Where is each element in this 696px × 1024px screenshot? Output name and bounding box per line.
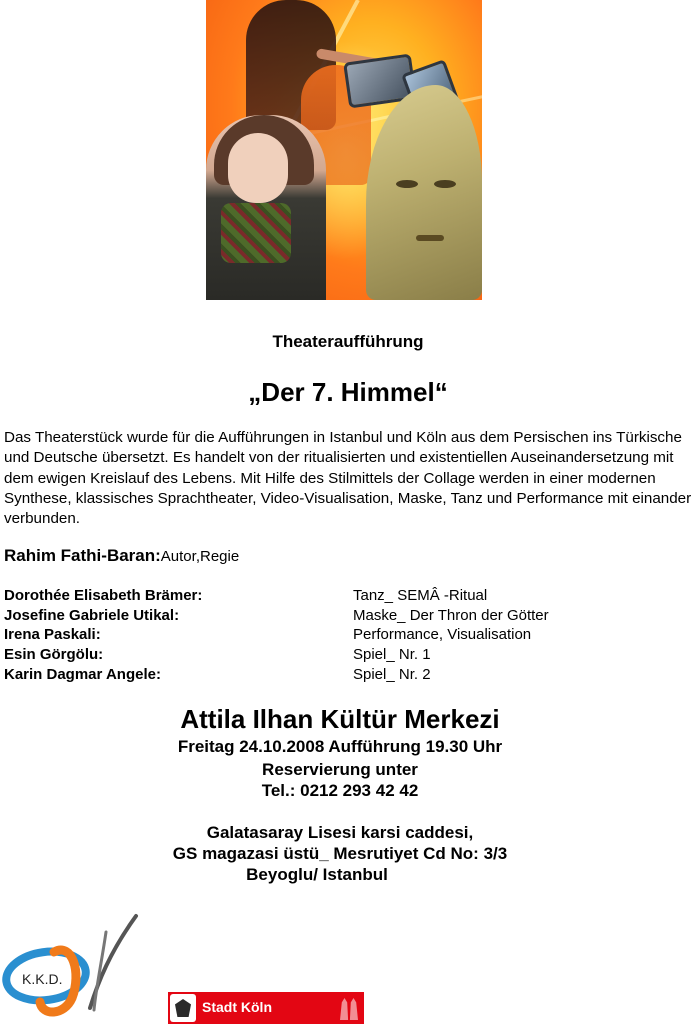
venue-address-line1: Galatasaray Lisesi karsi caddesi, [206, 823, 474, 842]
author-name: Rahim Fathi-Baran: [4, 546, 161, 565]
author-line [4, 546, 239, 566]
reservation-label: Reservierung unter [262, 760, 418, 779]
cast-row [4, 626, 694, 646]
cast-row [4, 646, 694, 666]
stadt-koeln-logo [168, 992, 364, 1024]
cast-name: Esin Görgölu: [4, 646, 104, 664]
cast-role: Spiel_ Nr. 2 [353, 665, 431, 683]
theater-photo-collage [206, 0, 482, 300]
cast-name: Dorothée Elisabeth Brämer: [4, 587, 203, 604]
play-description: Das Theaterstück wurde für die Aufführungen in Istanbul und Köln aus dem Persischen ins Türkische und Deutsche übersetzt. Es handelt von der ritualisierten und existentiellen Auseinandersetzung mit dem ewigen Kreislauf des Lebens. Mit Hilfe des Stilmittels der Collage werden in einer modernen Synthese, klassisches Sprachtheater, Video-Visualisation, Maske, Tanz und Performance mit einander verbunden. [4, 429, 692, 528]
cast-name: Irena Paskali: [4, 626, 101, 644]
cast-row [4, 607, 694, 627]
venue-address-line2: GS magazasi üstü_ Mesrutiyet Cd No: 3/3 [172, 844, 508, 863]
performer-woman [206, 115, 326, 300]
performance-date: Freitag 24.10.2008 Aufführung 19.30 Uhr [177, 737, 503, 756]
kkd-logo-text: K.K.D. [22, 971, 63, 987]
venue-name: Attila Ilhan Kültür Merkezi [180, 704, 500, 734]
city-seal-icon [170, 994, 196, 1022]
cast-name: Karin Dagmar Angele: [4, 665, 161, 683]
cast-role: Maske_ Der Thron der Götter [353, 606, 549, 624]
stadt-koeln-label: Stadt Köln [202, 999, 272, 1015]
cast-row [4, 587, 694, 607]
cast-list [4, 587, 694, 685]
cast-name: Josefine Gabriele Utikal: [4, 606, 180, 624]
event-type-heading: Theateraufführung [272, 332, 424, 351]
cathedral-icon [340, 998, 358, 1020]
cast-role: Tanz_ SEMÂ -Ritual [353, 587, 488, 604]
cast-role: Performance, Visualisation [353, 626, 532, 644]
author-role: Autor,Regie [160, 548, 240, 565]
kkd-logo [2, 912, 142, 1024]
play-title: „Der 7. Himmel“ [248, 377, 448, 407]
venue-address-line3: Beyoglu/ Istanbul [246, 865, 388, 884]
cast-row [4, 666, 694, 686]
reservation-phone: Tel.: 0212 293 42 42 [261, 781, 419, 800]
cast-role: Spiel_ Nr. 1 [353, 646, 431, 664]
